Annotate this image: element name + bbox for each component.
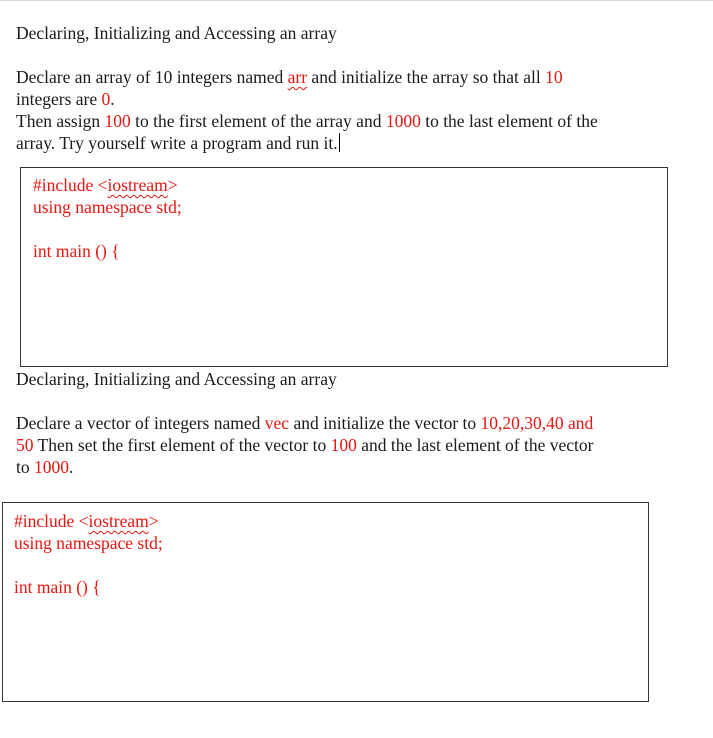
last-element-value: 1000 [385, 111, 421, 131]
section2-heading: Declaring, Initializing and Accessing an array [16, 369, 337, 389]
section1-code-using: using namespace std; [33, 197, 182, 217]
page-top-border [0, 0, 713, 1]
text-run: and initialize the vector to [289, 413, 481, 433]
text-cursor [339, 133, 340, 152]
section1-line3 [16, 110, 696, 132]
code-run: > [148, 511, 159, 531]
code-run: iostream [107, 175, 168, 195]
section2-code-main: int main () { [14, 577, 101, 597]
text-run: and the last element of the vector [356, 435, 594, 455]
text-run: . [69, 457, 74, 477]
code-run: #include < [33, 175, 108, 195]
section1-instructions[interactable] [16, 66, 696, 154]
code-run: iostream [88, 511, 149, 531]
first-element-value: 100 [330, 435, 357, 455]
section1-line4 [16, 132, 696, 154]
section2-instructions[interactable] [16, 412, 696, 478]
text-run: Then set the first element of the vector to [33, 435, 331, 455]
last-element-value: 1000 [34, 457, 69, 477]
array-size-value: 10 [545, 67, 563, 87]
vector-name-vec: vec [264, 413, 290, 433]
initial-value: 0 [101, 89, 111, 109]
text-run: Declare a vector of integers named [16, 413, 265, 433]
text-run: Declare an array of 10 integers named [16, 67, 288, 87]
text-run: integers are [16, 89, 102, 109]
section2-code-include [14, 510, 159, 532]
section2-code-using: using namespace std; [14, 533, 163, 553]
text-run: to [16, 457, 34, 477]
section1-code-include [33, 174, 178, 196]
section1-line2 [16, 88, 696, 110]
array-name-arr: arr [287, 67, 308, 87]
section1-heading: Declaring, Initializing and Accessing an array [16, 23, 337, 43]
text-run: to the last element of the [420, 111, 598, 131]
initial-value-last: 50 [16, 435, 34, 455]
section1-line1 [16, 66, 696, 88]
initial-values: 10,20,30,40 and [480, 413, 594, 433]
code-run: #include < [14, 511, 89, 531]
text-run: to the first element of the array and [130, 111, 386, 131]
text-run: and initialize the array so that all [307, 67, 546, 87]
text-run: . [110, 89, 115, 109]
section2-line3 [16, 456, 696, 478]
first-element-value: 100 [104, 111, 131, 131]
code-run: > [167, 175, 178, 195]
section2-line2 [16, 434, 696, 456]
text-run: array. Try yourself write a program and run it. [16, 133, 338, 153]
section2-line1 [16, 412, 696, 434]
section1-code-main: int main () { [33, 241, 120, 261]
text-run: Then assign [16, 111, 105, 131]
